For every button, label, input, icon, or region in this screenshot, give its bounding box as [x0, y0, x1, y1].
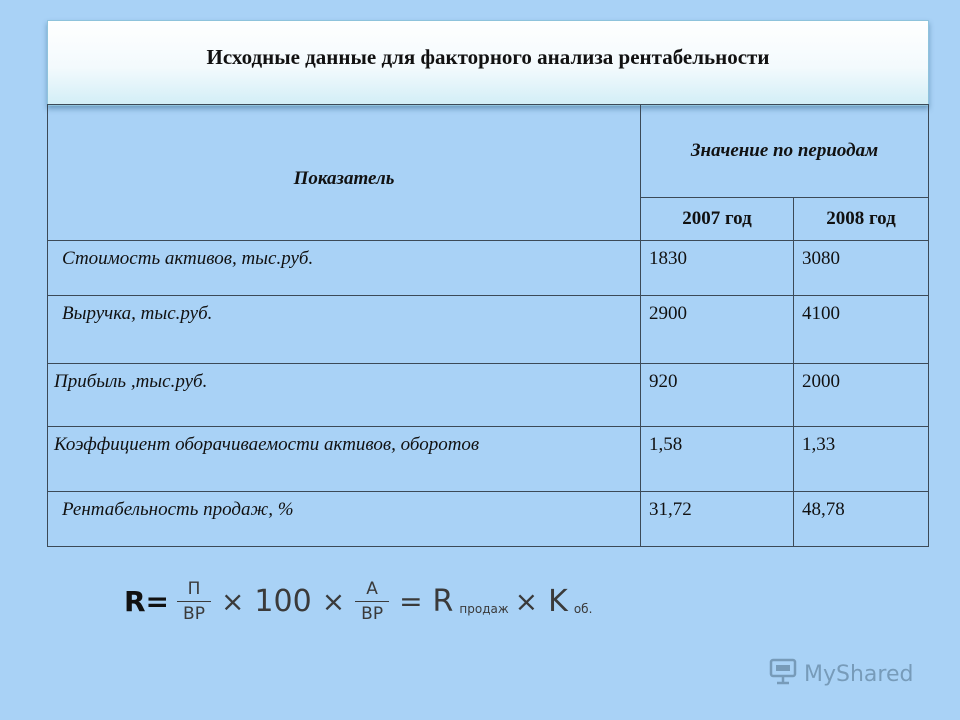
- r-subscript: продаж: [459, 602, 509, 616]
- header-row: [48, 105, 929, 198]
- table-row: [48, 296, 929, 364]
- data-table: [47, 104, 929, 547]
- fraction-numerator: А: [366, 578, 378, 599]
- row-label: Стоимость активов, тыс.руб.: [48, 241, 641, 296]
- value-2008: 4100: [794, 296, 929, 364]
- fraction-denominator: ВР: [355, 601, 389, 624]
- table-row: [48, 241, 929, 296]
- header-indicator: Показатель: [48, 105, 641, 241]
- table-row: [48, 427, 929, 492]
- value-2008: 1,33: [794, 427, 929, 492]
- row-label: Коэффициент оборачиваемости активов, оборотов: [48, 427, 641, 492]
- row-label: Выручка, тыс.руб.: [48, 296, 641, 364]
- row-label: Прибыль ,тыс.руб.: [48, 364, 641, 427]
- times-sign: ×: [514, 584, 539, 618]
- row-label: Рентабельность продаж, %: [48, 492, 641, 547]
- value-2008: 48,78: [794, 492, 929, 547]
- k-subscript: об.: [573, 602, 593, 616]
- title-banner: [47, 20, 929, 106]
- fraction-denominator: ВР: [177, 601, 211, 624]
- value-2007: 920: [641, 364, 794, 427]
- formula: [124, 568, 592, 634]
- fraction-assets-revenue: [355, 579, 389, 624]
- value-2008: 3080: [794, 241, 929, 296]
- presentation-icon: [768, 656, 798, 692]
- k-symbol: K: [548, 583, 568, 619]
- equals-sign: =: [399, 584, 423, 618]
- watermark: [768, 656, 913, 692]
- header-year-2007: 2007 год: [641, 198, 794, 241]
- value-2007: 1830: [641, 241, 794, 296]
- table-row: [48, 364, 929, 427]
- fraction-profit-revenue: [177, 579, 211, 624]
- fraction-numerator: П: [187, 578, 201, 599]
- header-year-2008: 2008 год: [794, 198, 929, 241]
- times-sign: ×: [321, 584, 346, 618]
- watermark-text: MyShared: [804, 661, 914, 687]
- hundred: 100: [254, 583, 312, 619]
- value-2007: 2900: [641, 296, 794, 364]
- value-2007: 1,58: [641, 427, 794, 492]
- times-sign: ×: [220, 584, 245, 618]
- formula-lhs: R=: [124, 584, 170, 618]
- r-symbol: R: [432, 583, 454, 619]
- slide-title: Исходные данные для факторного анализа рентабельности: [206, 44, 770, 69]
- value-2008: 2000: [794, 364, 929, 427]
- value-2007: 31,72: [641, 492, 794, 547]
- header-periods: Значение по периодам: [641, 105, 929, 198]
- table-row: [48, 492, 929, 547]
